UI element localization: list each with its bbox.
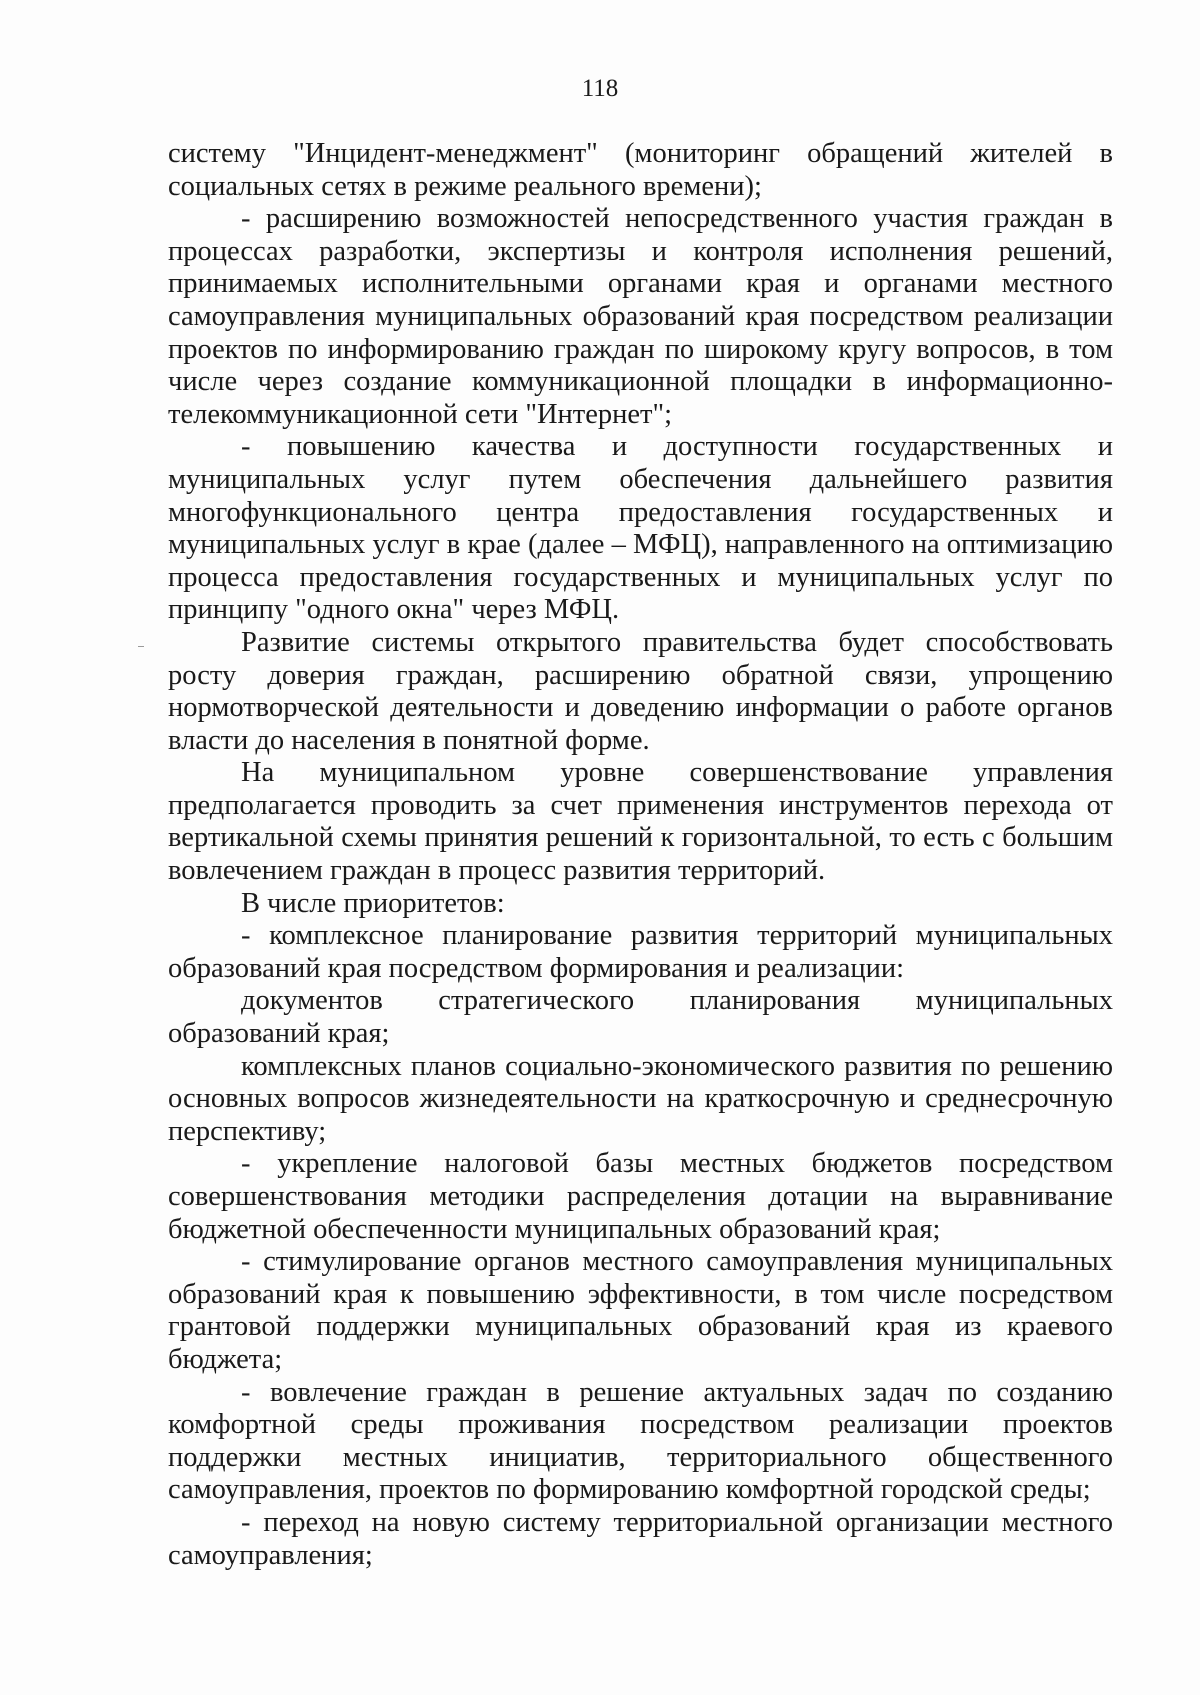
- list-item-new-system: - переход на новую систему территориальной организации местного самоуправления;: [168, 1506, 1113, 1571]
- list-item-tax-base: - укрепление налоговой базы местных бюджетов посредством совершенствования методики распределения дотации на выравнивание бюджетной обеспеченности муниципальных образований края;: [168, 1148, 1113, 1245]
- paragraph-open-government: Развитие системы открытого правительства будет способствовать росту доверия граждан, расширению обратной связи, упрощению нормотворческой деятельности и доведению информации о работе органов власти до населения в понятной форме.: [168, 626, 1113, 756]
- document-body: [168, 138, 1113, 1572]
- list-item-stimulation: - стимулирование органов местного самоуправления муниципальных образований края к повышению эффективности, в том числе посредством грантовой поддержки муниципальных образований края из краевого бюджета;: [168, 1246, 1113, 1375]
- scan-artifact: [138, 646, 144, 647]
- sub-item-complex-plans: комплексных планов социально-экономического развития по решению основных вопросов жизнедеятельности на краткосрочную и среднесрочную перспективу;: [168, 1050, 1113, 1147]
- list-item-services-quality: - повышению качества и доступности государственных и муниципальных услуг путем обеспечения дальнейшего развития многофункционального центра предоставления государственных и муниципальных услуг в крае (далее – МФЦ), направленного на оптимизацию процесса предоставления государственных и муниципальных услуг по принципу "одного окна" через МФЦ.: [168, 431, 1113, 626]
- sub-item-strategic-documents: документов стратегического планирования муниципальных образований края;: [168, 985, 1113, 1050]
- page-number: 118: [581, 75, 619, 102]
- paragraph-continuation: систему "Инцидент-менеджмент" (мониторинг обращений жителей в социальных сетях в режиме реального времени);: [168, 138, 1113, 202]
- list-item-participation: - расширению возможностей непосредственного участия граждан в процессах разработки, экспертизы и контроля исполнения решений, принимаемых исполнительными органами края и органами местного самоуправления муниципальных образований края посредством реализации проектов по информированию граждан по широкому кругу вопросов, в том числе через создание коммуникационной площадки в информационно-телекоммуникационной сети "Интернет";: [168, 203, 1113, 430]
- list-item-complex-planning: - комплексное планирование развития территорий муниципальных образований края посредством формирования и реализации:: [168, 920, 1113, 984]
- paragraph-priorities-heading: В числе приоритетов:: [241, 887, 505, 919]
- list-item-citizen-involvement: - вовлечение граждан в решение актуальных задач по созданию комфортной среды проживания посредством реализации проектов поддержки местных инициатив, территориального общественного самоуправления, проектов по формированию комфортной городской среды;: [168, 1376, 1113, 1506]
- paragraph-municipal-level: На муниципальном уровне совершенствование управления предполагается проводить за счет применения инструментов перехода от вертикальной схемы принятия решений к горизонтальной, то есть с большим вовлечением граждан в процесс развития территорий.: [168, 757, 1113, 887]
